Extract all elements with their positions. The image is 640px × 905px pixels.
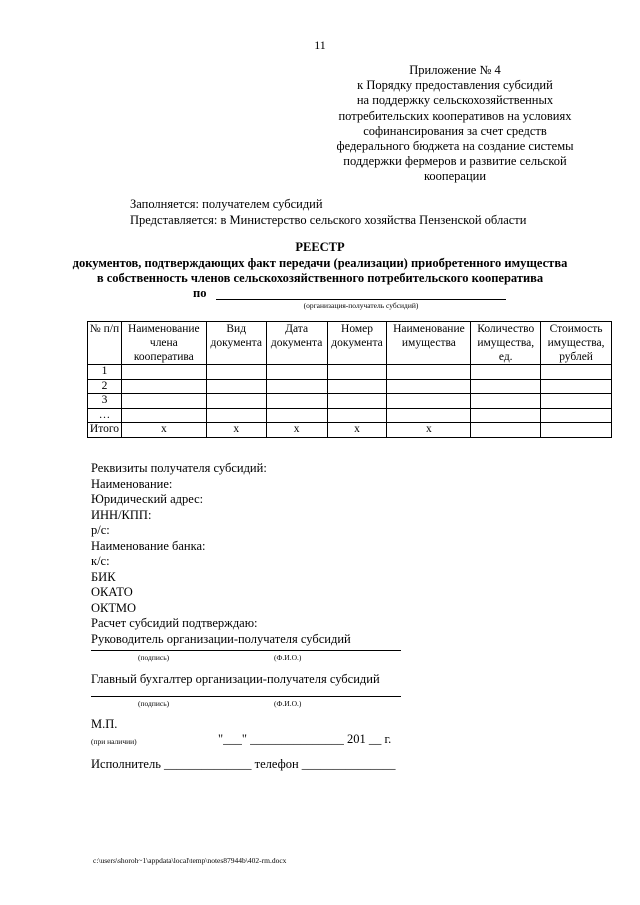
- date-field[interactable]: "___" _______________ 201 __ г.: [218, 732, 392, 746]
- signature-caption: (подпись): [138, 653, 170, 662]
- table-cell: х: [206, 423, 266, 438]
- organization-caption: (организация-получатель субсидий): [303, 301, 419, 310]
- filled-by: Заполняется: получателем субсидий: [130, 197, 323, 211]
- table-cell: 3: [88, 394, 122, 409]
- title-heading: РЕЕСТР: [295, 240, 345, 254]
- table-cell[interactable]: [266, 365, 327, 380]
- table-cell: 1: [88, 365, 122, 380]
- table-cell: х: [327, 423, 387, 438]
- table-cell[interactable]: [471, 379, 541, 394]
- table-cell[interactable]: [471, 423, 541, 438]
- table-cell[interactable]: [266, 394, 327, 409]
- table-row: [88, 408, 612, 423]
- requisite-name: Наименование:: [91, 476, 173, 491]
- requisite-bik: БИК: [91, 569, 116, 584]
- table-cell: Итого: [88, 423, 122, 438]
- table-cell[interactable]: [541, 379, 612, 394]
- table-cell[interactable]: [327, 394, 387, 409]
- title-line-2: в собственность членов сельскохозяйственного потребительского кооператива: [96, 271, 544, 285]
- if-any-caption: (при наличии): [91, 737, 137, 746]
- registry-table: [87, 321, 612, 438]
- organization-input-line[interactable]: [216, 299, 506, 300]
- table-cell[interactable]: [541, 423, 612, 438]
- chief-accountant-label: Главный бухгалтер организации-получателя субсидий: [91, 672, 380, 686]
- appendix-line: к Порядку предоставления субсидий: [357, 78, 553, 93]
- requisite-inn-kpp: ИНН/КПП:: [91, 507, 152, 522]
- table-cell[interactable]: [121, 365, 206, 380]
- executor-line[interactable]: Исполнитель ______________ телефон _______________: [91, 757, 396, 771]
- table-cell[interactable]: [266, 379, 327, 394]
- table-cell[interactable]: [327, 365, 387, 380]
- table-cell[interactable]: [387, 408, 471, 423]
- fio-caption: (Ф.И.О.): [274, 653, 302, 662]
- requisites-block: [91, 461, 351, 647]
- appendix-line: поддержки фермеров и развитие сельской: [343, 154, 567, 169]
- table-cell[interactable]: [387, 365, 471, 380]
- head-signature-line[interactable]: [91, 650, 401, 651]
- table-header: Дата документа: [266, 322, 327, 365]
- requisite-oktmo: ОКТМО: [91, 600, 136, 615]
- appendix-line: на поддержку сельскохозяйственных: [356, 93, 554, 108]
- table-cell[interactable]: [541, 365, 612, 380]
- table-cell[interactable]: [387, 379, 471, 394]
- submitted-to: Представляется: в Министерство сельского хозяйства Пензенской области: [130, 212, 527, 227]
- table-row: [88, 379, 612, 394]
- table-cell[interactable]: [121, 394, 206, 409]
- table-cell[interactable]: [327, 408, 387, 423]
- table-cell: 2: [88, 379, 122, 394]
- head-label: Руководитель организации-получателя субсидий: [91, 631, 351, 646]
- accountant-signature-line[interactable]: [91, 696, 401, 697]
- table-header: Номер документа: [327, 322, 387, 365]
- appendix-line: федерального бюджета на создание системы: [336, 139, 574, 154]
- fio-caption: (Ф.И.О.): [274, 699, 302, 708]
- table-cell: х: [266, 423, 327, 438]
- table-header: Стоимость имущества, рублей: [541, 322, 612, 365]
- table-cell[interactable]: [266, 408, 327, 423]
- footer-file-path: c:\users\shoroh~1\appdata\local\temp\notes87944b\402-rm.docx: [93, 856, 287, 865]
- table-header: Наименование имущества: [387, 322, 471, 365]
- requisite-legal-address: Юридический адрес:: [91, 492, 204, 506]
- appendix-header: [330, 63, 580, 185]
- table-cell[interactable]: [121, 408, 206, 423]
- table-row: [88, 394, 612, 409]
- table-cell[interactable]: [541, 394, 612, 409]
- table-cell[interactable]: [327, 379, 387, 394]
- table-total-row: [88, 423, 612, 438]
- table-cell: …: [88, 408, 122, 423]
- mp-label: М.П.: [91, 717, 118, 731]
- table-header: № п/п: [88, 322, 122, 365]
- table-cell[interactable]: [471, 408, 541, 423]
- table-row: [88, 365, 612, 380]
- requisite-ks: к/с:: [91, 554, 110, 568]
- table-cell[interactable]: [206, 394, 266, 409]
- signature-caption: (подпись): [138, 699, 170, 708]
- po-label: по: [193, 286, 207, 300]
- table-cell[interactable]: [121, 379, 206, 394]
- table-cell[interactable]: [471, 365, 541, 380]
- confirm-text: Расчет субсидий подтверждаю:: [91, 616, 258, 630]
- table-header: Вид документа: [206, 322, 266, 365]
- requisites-header: Реквизиты получателя субсидий:: [91, 461, 267, 475]
- table-cell[interactable]: [471, 394, 541, 409]
- table-cell: х: [387, 423, 471, 438]
- appendix-line: потребительских кооперативов на условиях: [338, 108, 572, 123]
- table-header: Наименование члена кооператива: [121, 322, 206, 365]
- table-header: Количество имущества, ед.: [471, 322, 541, 365]
- table-cell[interactable]: [206, 408, 266, 423]
- requisite-rs: р/с:: [91, 523, 110, 537]
- appendix-line: Приложение № 4: [409, 63, 501, 77]
- table-cell[interactable]: [387, 394, 471, 409]
- table-cell[interactable]: [206, 365, 266, 380]
- table-cell[interactable]: [206, 379, 266, 394]
- requisite-bank-name: Наименование банка:: [91, 538, 206, 553]
- table-cell: х: [121, 423, 206, 438]
- appendix-line: кооперации: [423, 169, 487, 184]
- table-header-row: [88, 322, 612, 365]
- page-number: 11: [314, 38, 326, 52]
- title-line-1: документов, подтверждающих факт передачи (реализации) приобретенного имущества: [72, 255, 568, 270]
- document-title: [0, 240, 640, 287]
- fill-info: [130, 197, 526, 228]
- appendix-line: софинансирования за счет средств: [363, 123, 547, 138]
- requisite-okato: ОКАТО: [91, 585, 133, 599]
- table-cell[interactable]: [541, 408, 612, 423]
